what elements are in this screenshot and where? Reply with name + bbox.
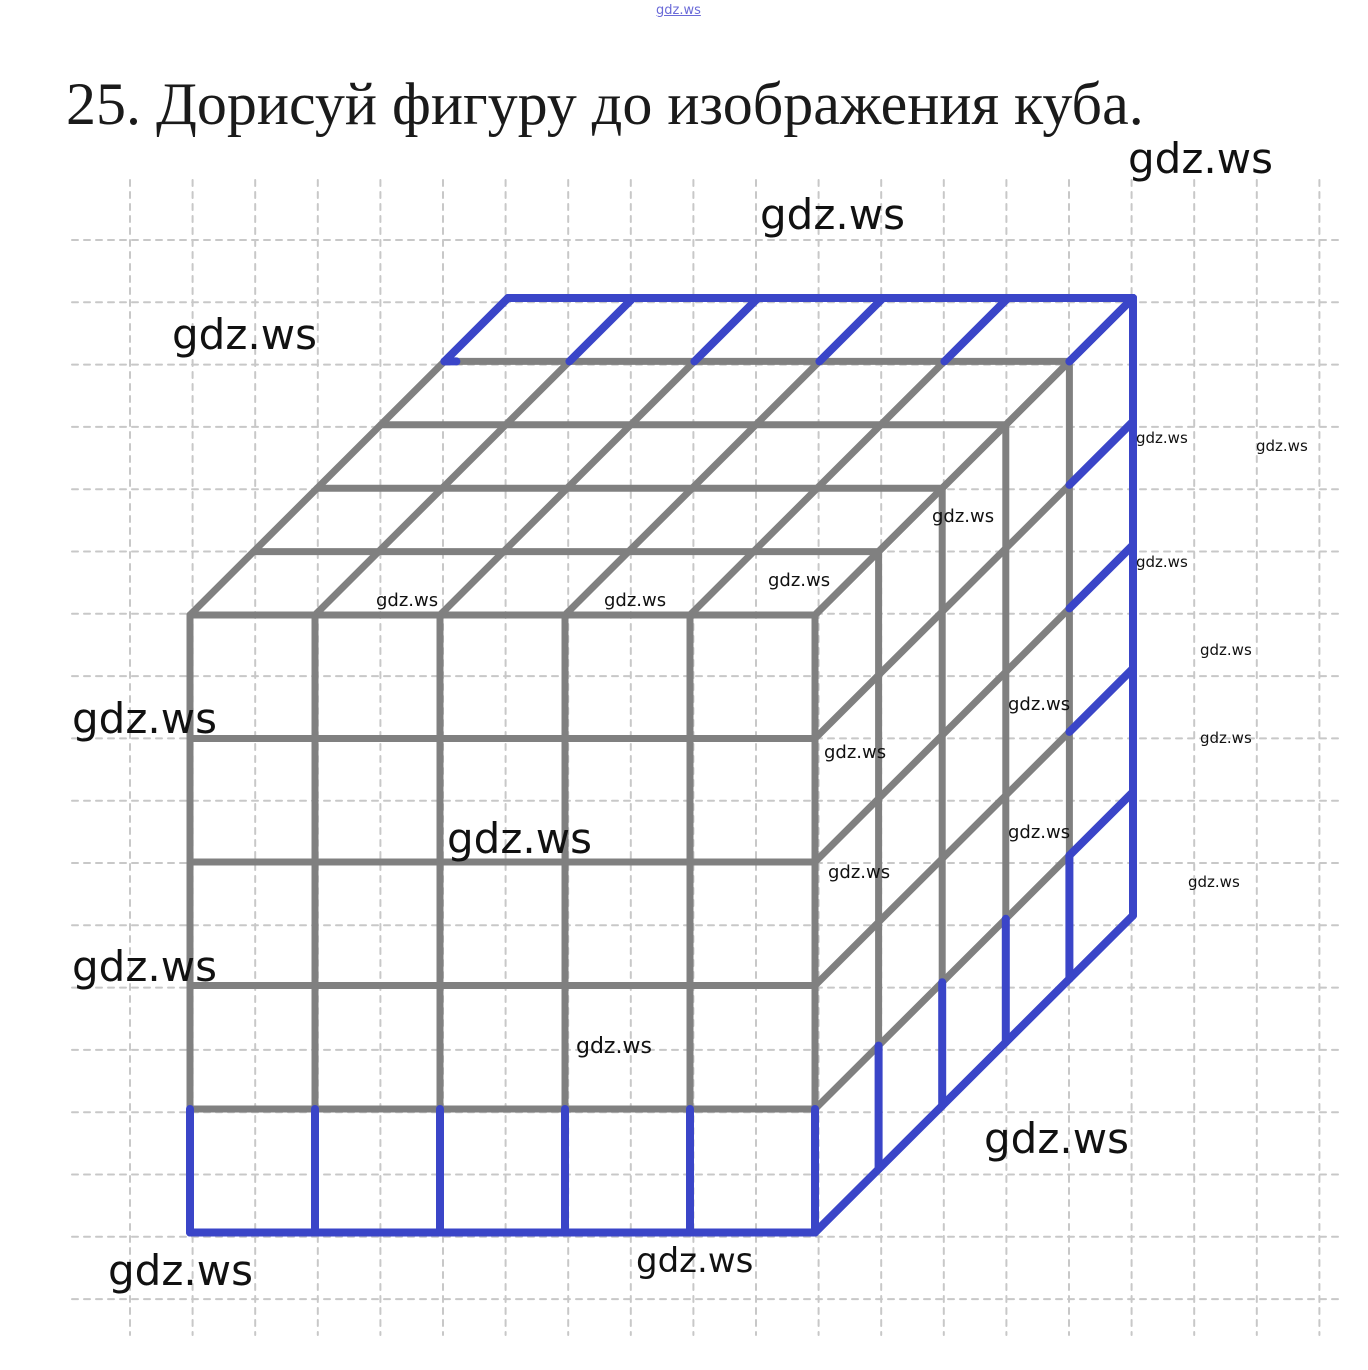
- top-depth-line-completed: [819, 298, 883, 361]
- side-depth-line-completed: [1069, 298, 1133, 361]
- watermark: gdz.ws: [447, 814, 592, 863]
- given-figure-grey: [190, 361, 1069, 1109]
- watermark: gdz.ws: [984, 1114, 1129, 1163]
- watermark: gdz.ws: [1188, 873, 1240, 891]
- watermark: gdz.ws: [656, 3, 701, 18]
- watermark: gdz.ws: [108, 1246, 253, 1295]
- side-depth-line-completed: [1069, 545, 1133, 608]
- watermark: gdz.ws: [72, 942, 217, 991]
- side-depth-line-completed: [1069, 669, 1133, 732]
- watermark: gdz.ws: [576, 1034, 652, 1059]
- top-depth-line-completed: [569, 298, 633, 361]
- watermark: gdz.ws: [1136, 429, 1188, 447]
- watermark: gdz.ws: [72, 694, 217, 743]
- watermark: gdz.ws: [760, 190, 905, 239]
- watermark: gdz.ws: [376, 590, 439, 611]
- top-depth-line-completed: [944, 298, 1008, 361]
- watermark: gdz.ws: [824, 742, 887, 763]
- watermark: gdz.ws: [768, 570, 831, 591]
- top-depth-line-completed: [444, 298, 508, 361]
- watermark: gdz.ws: [1200, 641, 1252, 659]
- watermark: gdz.ws: [1136, 553, 1188, 571]
- watermark: gdz.ws: [1256, 437, 1308, 455]
- side-depth-line-completed: [1069, 792, 1133, 855]
- watermark: gdz.ws: [636, 1241, 754, 1281]
- watermark: gdz.ws: [1008, 822, 1071, 843]
- watermark: gdz.ws: [172, 310, 317, 359]
- watermark: gdz.ws: [604, 590, 667, 611]
- side-bottom-edge: [815, 916, 1133, 1233]
- watermark: gdz.ws: [1200, 729, 1252, 747]
- watermark: gdz.ws: [1128, 134, 1273, 183]
- watermark: gdz.ws: [932, 506, 995, 527]
- task-title: 25. Дорисуй фигуру до изображения куба.: [66, 71, 1144, 137]
- watermark: gdz.ws: [1008, 694, 1071, 715]
- watermark: gdz.ws: [828, 862, 891, 883]
- top-depth-line-completed: [694, 298, 758, 361]
- side-depth-line-completed: [1069, 422, 1133, 485]
